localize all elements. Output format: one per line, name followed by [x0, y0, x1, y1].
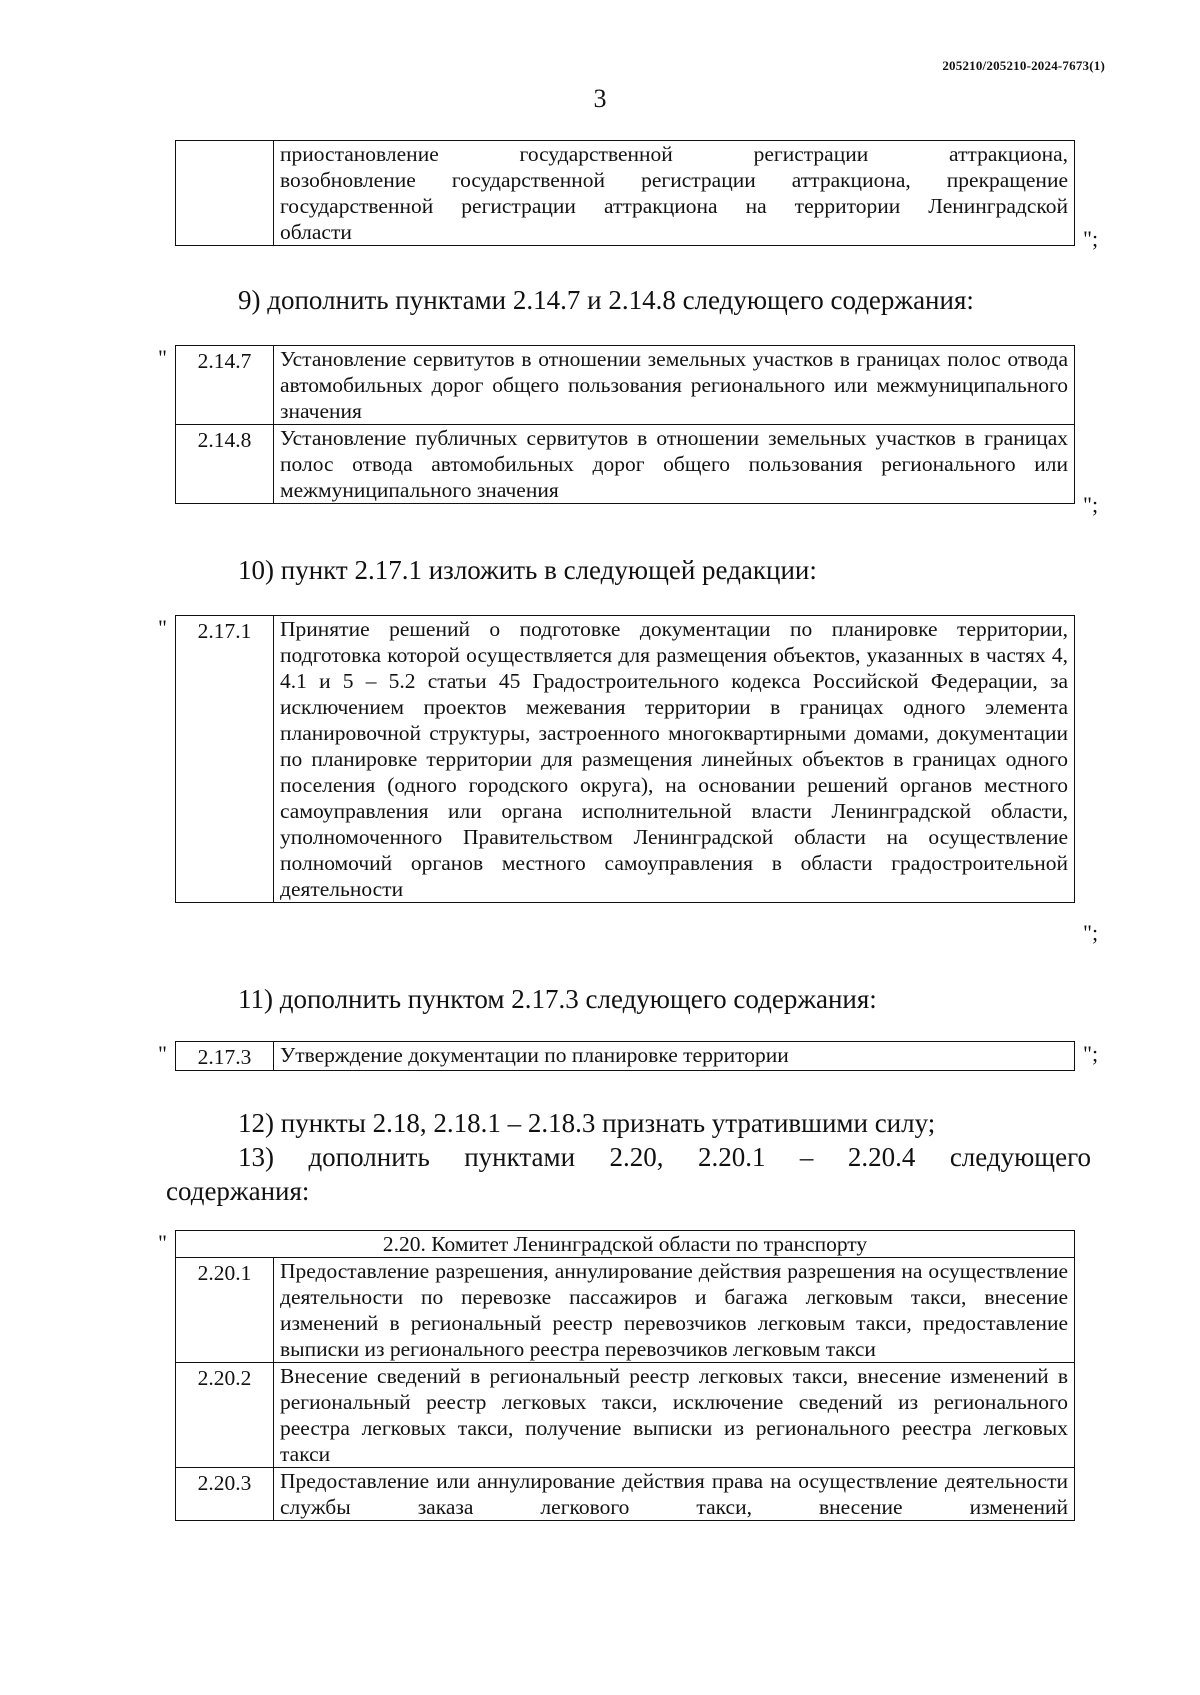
- row-number-cell: 2.14.7: [176, 346, 274, 425]
- closing-quote: ";: [1083, 1041, 1099, 1066]
- row-number-cell: 2.17.3: [176, 1042, 274, 1071]
- amendment-paragraph-13: 13) дополнить пунктами 2.20, 2.20.1 – 2.20.4 следующего: [238, 1142, 1091, 1172]
- table-row: [176, 141, 1075, 246]
- opening-quote: ": [158, 615, 167, 640]
- text-line: приостановление государственной регистрации аттракциона,: [280, 142, 1068, 166]
- opening-quote: ": [158, 1230, 167, 1255]
- section-header-cell: 2.20. Комитет Ленинградской области по транспорту: [176, 1231, 1075, 1258]
- table-row: [176, 346, 1075, 425]
- text-line: области: [280, 220, 352, 244]
- table-row: [176, 1042, 1075, 1071]
- amendment-table-11: [175, 1041, 1075, 1071]
- table-row: [176, 1468, 1075, 1521]
- table-row: [176, 616, 1075, 903]
- text-line: государственной регистрации аттракциона на территории Ленинградской: [280, 194, 1068, 218]
- amendment-table-9: [175, 345, 1075, 504]
- continuation-table: [175, 140, 1075, 246]
- closing-quote: ";: [1083, 226, 1099, 251]
- row-text-cell: Предоставление или аннулирование действия права на осуществление деятельности службы заказа легкового такси, внесение изменений: [274, 1468, 1075, 1521]
- amendment-heading-10: 10) пункт 2.17.1 изложить в следующей редакции:: [238, 555, 817, 585]
- text-line: возобновление государственной регистрации аттракциона, прекращение: [280, 168, 1068, 192]
- document-number: 205210/205210-2024-7673(1): [942, 58, 1105, 73]
- opening-quote: ": [158, 1041, 167, 1066]
- opening-quote: ": [158, 345, 167, 370]
- amendment-heading-11: 11) дополнить пунктом 2.17.3 следующего содержания:: [238, 984, 877, 1014]
- row-text-cell: [274, 141, 1075, 246]
- row-number-cell: 2.20.2: [176, 1363, 274, 1468]
- row-text-cell: Принятие решений о подготовке документации по планировке территории, подготовка которой осуществляется для размещения объектов, указанных в частях 4, 4.1 и 5 – 5.2 статьи 45 Градостроительного кодекса Российской Федерации, за исключением проектов межевания территории в границах одного элемента планировочной структуры, застроенного многоквартирными домами, документации по планировке территории для размещения линейных объектов в границах одного поселения (одного городского округа), на основании решений органов местного самоуправления или органа исполнительной власти Ленинградской области, уполномоченного Правительством Ленинградской области на осуществление полномочий органов местного самоуправления в области градостроительной деятельности: [274, 616, 1075, 903]
- table-row: [176, 1258, 1075, 1363]
- closing-quote: ";: [1083, 920, 1099, 945]
- row-number-cell: 2.20.3: [176, 1468, 274, 1521]
- row-number-cell: [176, 141, 274, 246]
- amendment-paragraph-12: 12) пункты 2.18, 2.18.1 – 2.18.3 признать утратившими силу;: [238, 1108, 936, 1138]
- page-number: 3: [593, 84, 607, 113]
- amendment-paragraph-13-continuation: содержания:: [166, 1176, 310, 1206]
- table-row: [176, 1363, 1075, 1468]
- closing-quote: ";: [1083, 492, 1099, 517]
- row-number-cell: 2.20.1: [176, 1258, 274, 1363]
- amendment-heading-9: 9) дополнить пунктами 2.14.7 и 2.14.8 следующего содержания:: [238, 285, 974, 315]
- row-text-cell: Установление сервитутов в отношении земельных участков в границах полос отвода автомобильных дорог общего пользования регионального или межмуниципального значения: [274, 346, 1075, 425]
- row-text-cell: Внесение сведений в региональный реестр легковых такси, внесение изменений в региональный реестр легковых такси, исключение сведений из регионального реестра легковых такси, получение выписки из регионального реестра легковых такси: [274, 1363, 1075, 1468]
- row-text-cell: Предоставление разрешения, аннулирование действия разрешения на осуществление деятельности по перевозке пассажиров и багажа легковым такси, внесение изменений в региональный реестр перевозчиков легковым такси, предоставление выписки из регионального реестра перевозчиков легковым такси: [274, 1258, 1075, 1363]
- row-number-cell: 2.14.8: [176, 425, 274, 504]
- amendment-table-10: [175, 615, 1075, 903]
- amendment-table-13: [175, 1230, 1075, 1521]
- row-number-cell: 2.17.1: [176, 616, 274, 903]
- row-text-cell: Утверждение документации по планировке территории: [274, 1042, 1075, 1071]
- table-header-row: [176, 1231, 1075, 1258]
- row-text-cell: Установление публичных сервитутов в отношении земельных участков в границах полос отвода автомобильных дорог общего пользования регионального или межмуниципального значения: [274, 425, 1075, 504]
- table-row: [176, 425, 1075, 504]
